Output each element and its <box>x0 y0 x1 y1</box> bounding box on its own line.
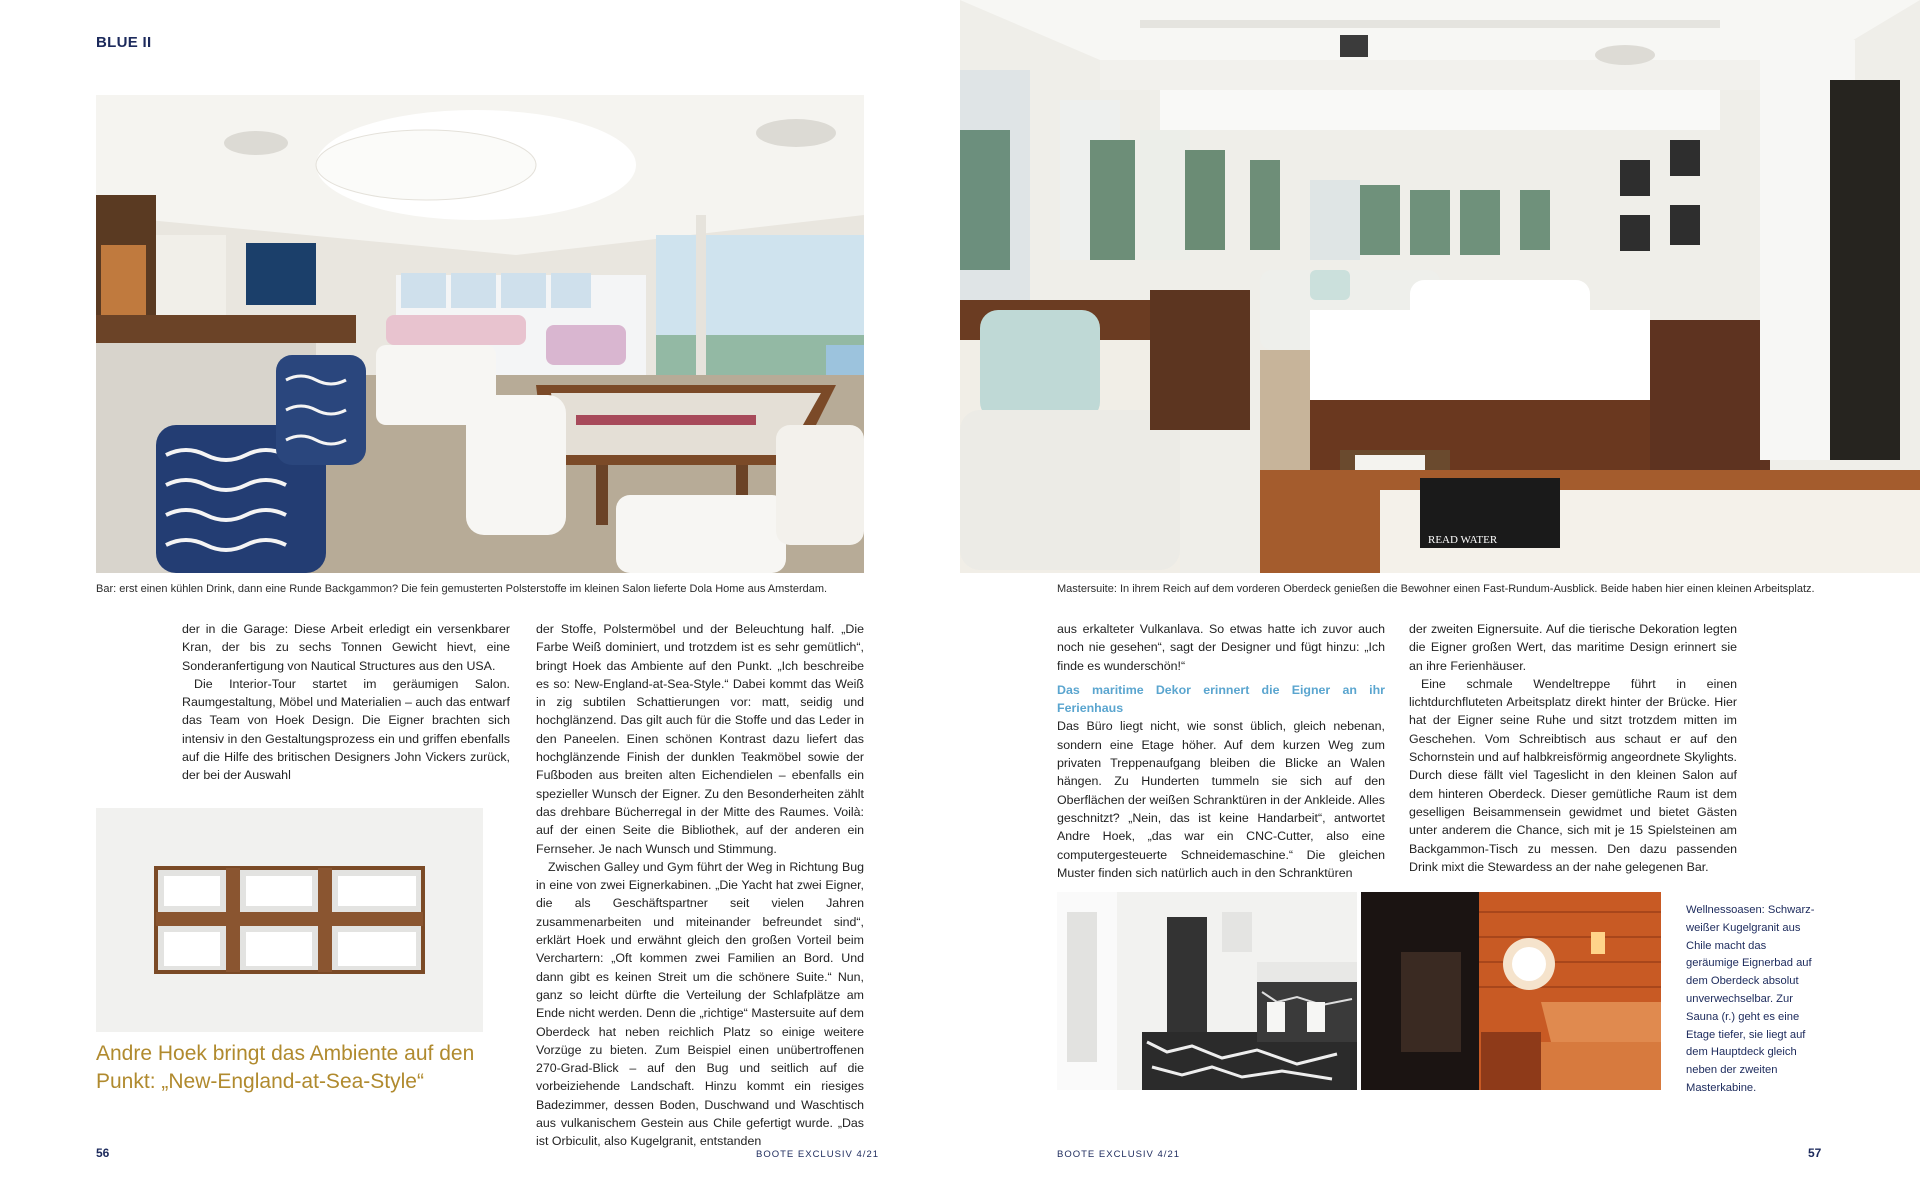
left-text-column-1 <box>182 620 510 785</box>
footer-right: BOOTE EXCLUSIV 4/21 <box>1057 1149 1181 1160</box>
paragraph: Das Büro liegt nicht, wie sonst üblich, gleich nebenan, sondern eine Etage höher. Auf dem kurzen Weg zum privaten Treppenaufgang bleiben die Blicke an Walen hängen. Zu Hunderten tummeln sie sich auf den Oberflächen der weißen Schranktüren in der Ankleide. Alles geschnitzt? „Nein, das ist keine Handarbeit“, antwortet Andre Hoek, „das war ein CNC-Cutter, also eine computergesteuerte Schneidemaschine.“ Die gleichen Muster finden sich natürlich auch in den Schranktüren <box>1057 719 1385 880</box>
subheading: Das maritime Dekor erinnert die Eigner an ihr Ferienhaus <box>1057 682 1385 716</box>
paragraph: Die Interior-Tour startet im geräumigen Salon. Raumgestaltung, Möbel und Materialien – auch das entwarf das Team von Hoek Design. Die Eigner brachten sich intensiv in den Gestaltungsprozess ein und griffen ebenfalls auf die Hilfe des britischen Designers John Vickers zurück, der bei der Auswahl <box>182 676 510 783</box>
wellness-caption: Wellnessoasen: Schwarz-weißer Kugelgranit aus Chile macht das geräumige Eignerbad auf dem Oberdeck absolut unverwechselbar. Zur Sauna (r.) geht es eine Etage tiefer, sie liegt auf dem Hauptdeck gleich neben der zweiten Masterkabine. <box>1686 904 1815 1094</box>
mastersuite-photo <box>960 0 1920 573</box>
bathroom-photo <box>1057 892 1357 1090</box>
left-text-column-2 <box>536 620 864 1151</box>
paragraph: der Stoffe, Polstermöbel und der Beleuchtung half. „Die Farbe Weiß dominiert, und trotzdem ist es sehr gemütlich“, bringt Hoek das Ambiente auf den Punkt. „Ich beschreibe es so: New-England-at-Sea-Style.“ Dabei kommt das Weiß in zig subtilen Schattierungen vor: matt, seidig und hochglänzend. Das gilt auch für die Stoffe und das Leder in den Paneelen. Einen schönen Kontrast dazu liefert das hochglänzende Finish der dunklen Teakmöbel sowie der Fußboden aus breiten alten Eichendielen – ebenfalls ein spezieller Wunsch der Eigner. Zu den Besonderheiten zählt das drehbare Bücherregal in der Mitte des Raumes. Voilà: auf der einen Seite die Bibliothek, auf der anderen ein Fernseher. Je nach Wunsch und Stimmung. <box>536 622 864 856</box>
footer-left: BOOTE EXCLUSIV 4/21 <box>756 1149 880 1160</box>
paragraph: der in die Garage: Diese Arbeit erledigt ein versenkbarer Kran, der bis zu sechs Tonnen Gewicht hievt, eine Sonderanfertigung von Nautical Structures aus den USA. <box>182 622 510 673</box>
paragraph: aus erkalteter Vulkanlava. So etwas hatte ich zuvor auch noch nie gesehen“, sagt der Designer und fügt hinzu: „Ich finde es wunderschön!“ <box>1057 622 1385 673</box>
mastersuite-caption: Mastersuite: In ihrem Reich auf dem vorderen Oberdeck genießen die Bewohner einen Fast-Rundum-Ausblick. Beide haben hier einen kleinen Arbeitsplatz. <box>1057 583 1815 595</box>
salon-caption: Bar: erst einen kühlen Drink, dann eine Runde Backgammon? Die fein gemusterten Polsterstoffe im kleinen Salon lieferte Dola Home aus Amsterdam. <box>96 583 828 595</box>
sauna-photo <box>1361 892 1661 1090</box>
page-number-left: 56 <box>96 1146 110 1160</box>
paragraph: der zweiten Eignersuite. Auf die tierische Dekoration legten die Eigner großen Wert, das maritime Design erinnert sie an ihre Ferienhäuser. <box>1409 622 1737 673</box>
skylight-photo <box>96 808 483 1032</box>
section-label: BLUE II <box>96 34 152 51</box>
salon-photo <box>96 95 864 573</box>
page-number-right: 57 <box>1808 1146 1822 1160</box>
right-text-column-2 <box>1409 620 1737 876</box>
right-text-column-1 <box>1057 620 1385 882</box>
book-title-text: READ WATER <box>1428 534 1498 546</box>
paragraph: Eine schmale Wendeltreppe führt in einen lichtdurchfluteten Arbeitsplatz direkt hinter der Brücke. Hier hat der Eigner seine Ruhe und sitzt trotzdem mitten im Geschehen. Vom Schreibtisch aus schaut er auf den Schornstein und auf halbkreisförmig angeordnete Skylights. Durch diese fällt viel Tageslicht in den kleinen Salon auf dem hinteren Oberdeck. Dieser gemütliche Raum ist dem geselligen Beisammensein gewidmet und bietet Gästen unter anderem die Chance, sich mit je 15 Spielsteinen am Backgammon-Tisch zu messen. Den dazu passenden Drink mixt die Stewardess an der nahe gelegenen Bar. <box>1409 676 1737 874</box>
pull-quote: Andre Hoek bringt das Ambiente auf den Punkt: „New-England-at-Sea-Style“ <box>96 1042 475 1093</box>
paragraph: Zwischen Galley und Gym führt der Weg in Richtung Bug in eine von zwei Eignerkabinen. „Die Yacht hat zwei Eigner, die als Geschäftspartner seit vielen Jahren zusammenarbeiten und miteinander befreundet sind“, erklärt Hoek und erwähnt gleich den großen Vorteil beim Verchartern: „Oft kommen zwei Familien an Bord. Und dann gibt es keinen Streit um die schönere Suite.“ Nun, ganz so leicht dürfte die Verteilung der Schlafplätze am Ende nicht werden. Denn die „richtige“ Mastersuite auf dem Oberdeck hat neben reichlich Platz so einige weitere Vorzüge zu bieten. Zum Beispiel einen unübertroffenen 270-Grad-Blick – auf den Bug und seitlich auf die vorbeiziehende Landschaft. Hinzu kommt ein riesiges Badezimmer, dessen Boden, Duschwand und Waschtisch aus vulkanischem Gestein aus Chile gefertigt wurde. „Das ist Orbiculit, also Kugelgranit, entstanden <box>536 859 864 1149</box>
